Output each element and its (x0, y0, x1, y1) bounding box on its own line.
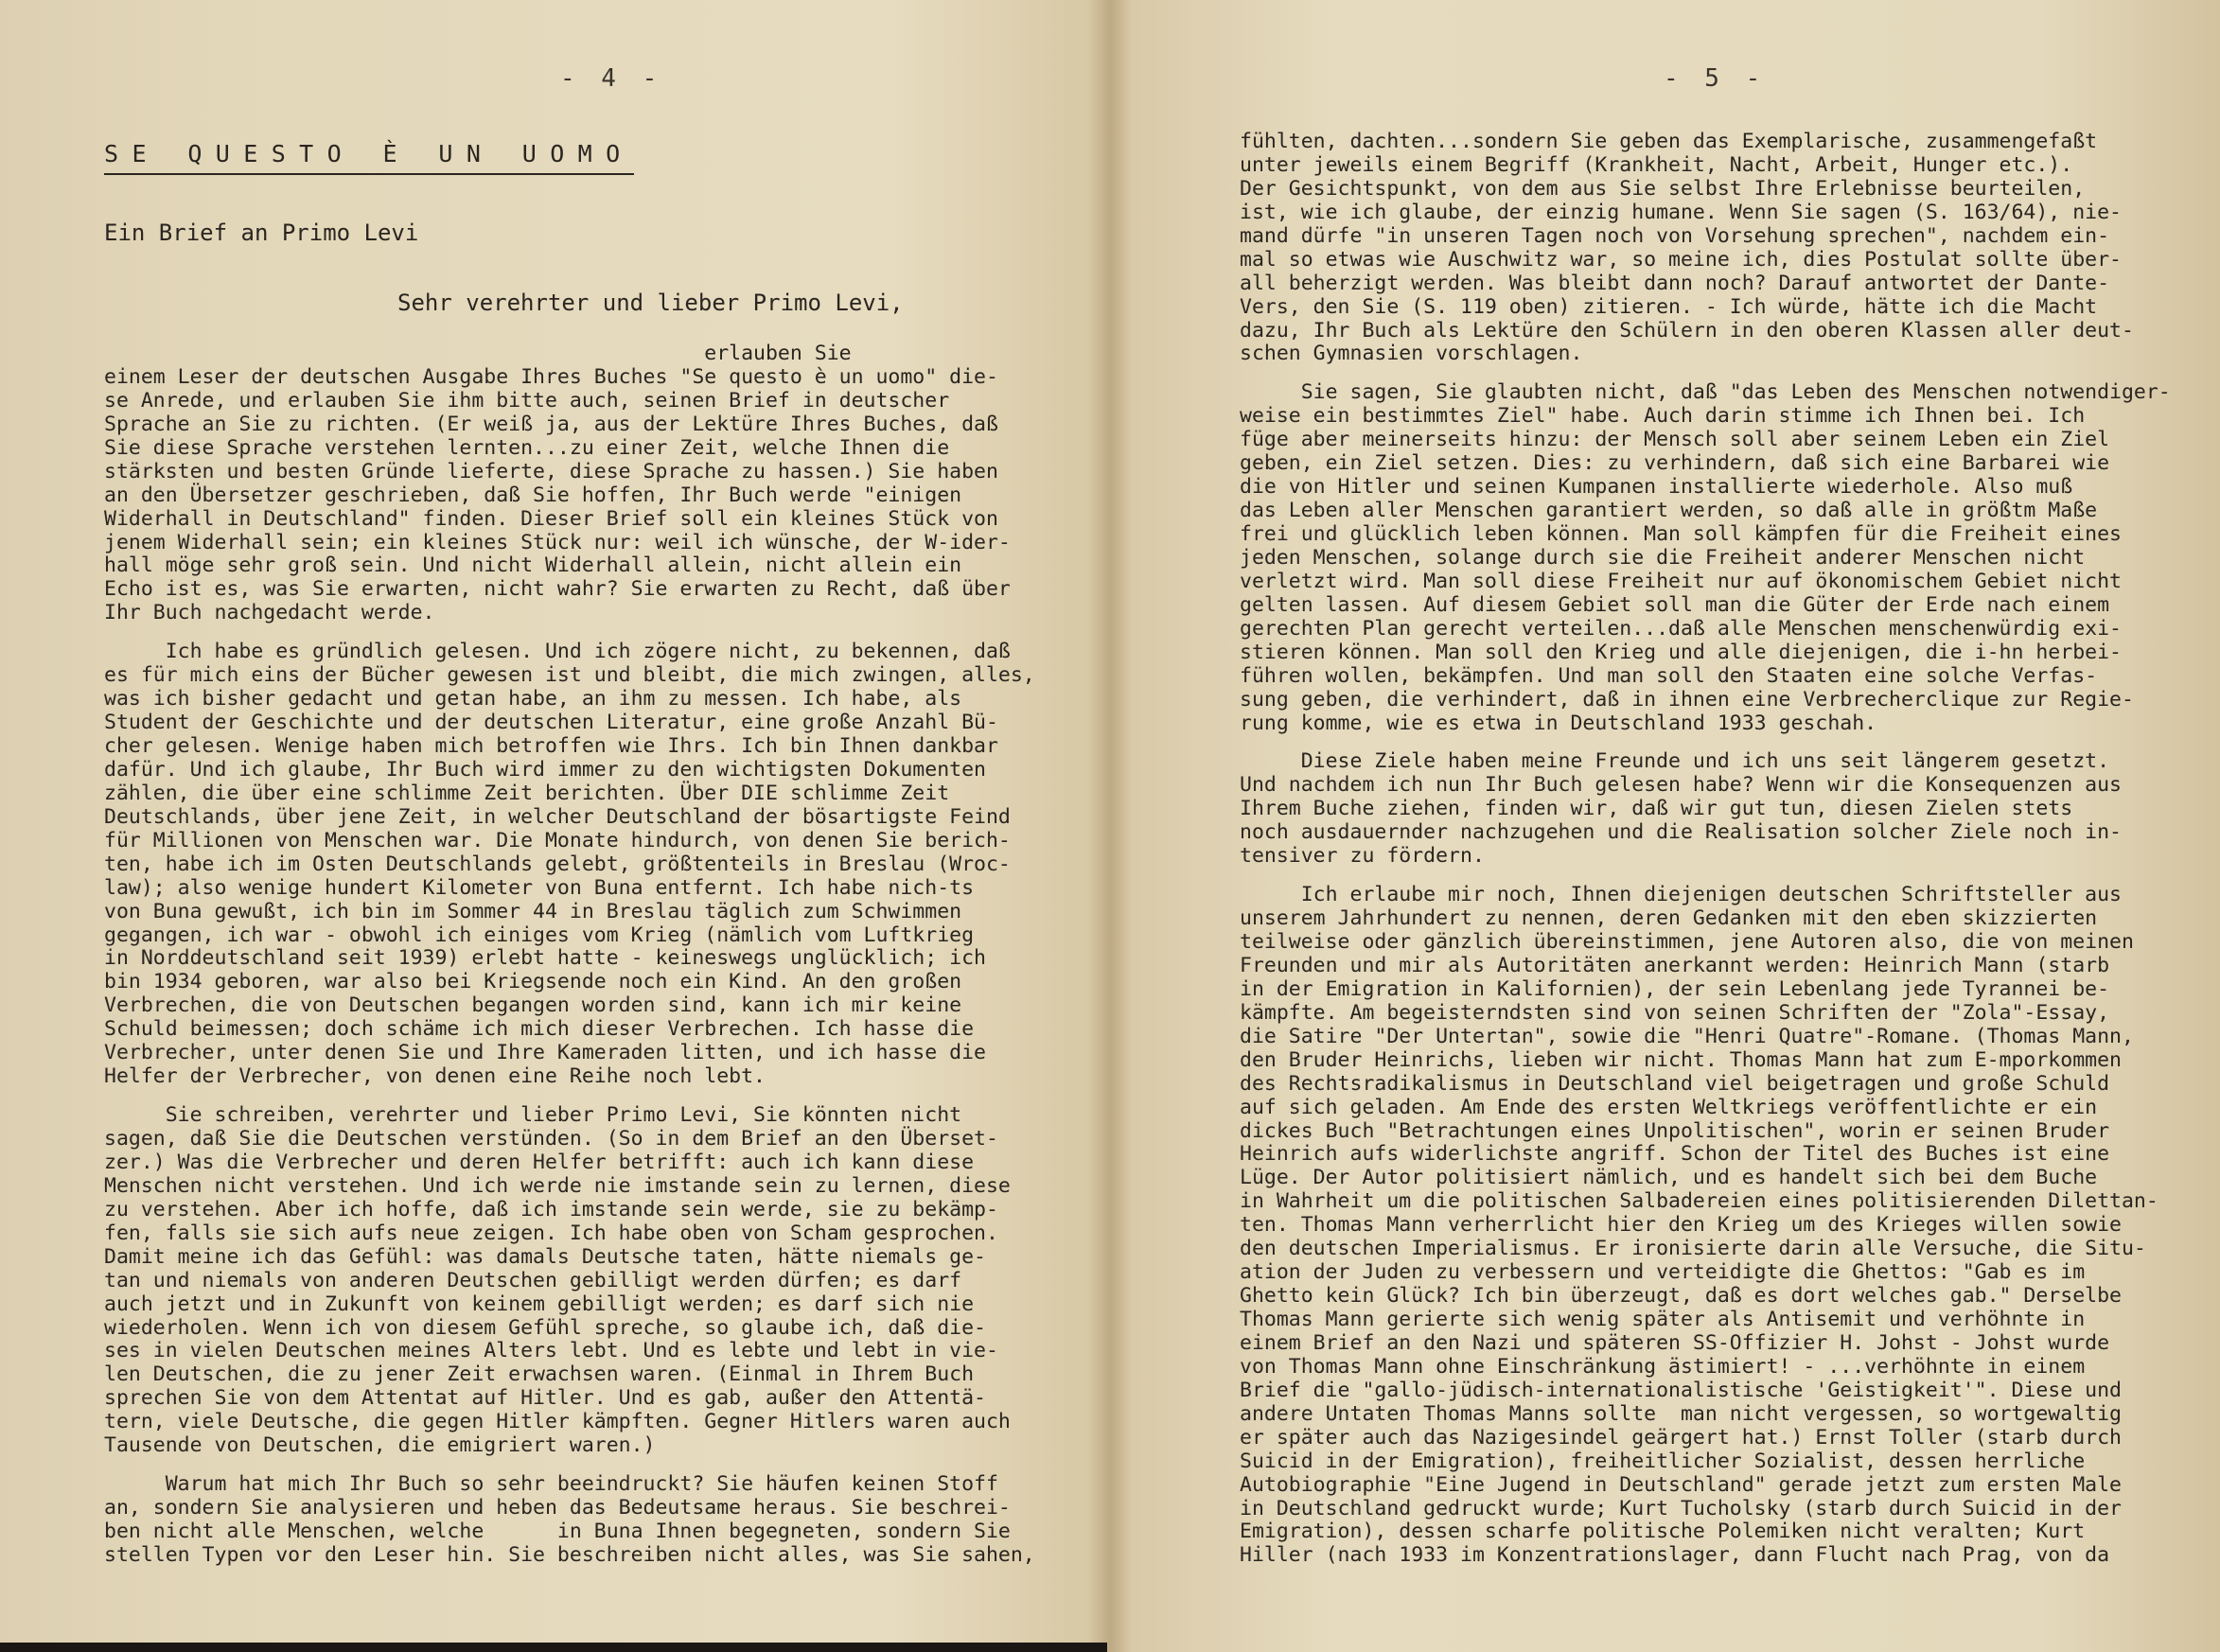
text-line: Deutschlands, über jene Zeit, in welcher Deutschland der bösartigste Feind (104, 804, 1011, 829)
text-line: geben, ein Ziel setzen. Dies: zu verhindern, daß sich eine Barbarei wie (1240, 451, 2110, 476)
text-line: in Wahrheit um die politischen Salbadereien eines politisierenden Dilettan- (1240, 1189, 2158, 1214)
text-line: das Leben aller Menschen garantiert werden, so daß alle in größtm Maße (1240, 499, 2098, 523)
text-line: zählen, die über eine schlimme Zeit berichten. Über DIE schlimme Zeit (104, 781, 950, 805)
text-line: tan und niemals von anderen Deutschen gebilligt werden dürfen; es darf (104, 1268, 962, 1292)
text-line: ten, habe ich im Osten Deutschlands gelebt, größtenteils in Breslau (Wroc- (104, 852, 1011, 876)
text-line: den deutschen Imperialismus. Er ironisierte darin alle Versuche, die Situ- (1240, 1237, 2146, 1261)
text-line: Ihrem Buche ziehen, finden wir, daß wir gut tun, diesen Zielen stets (1240, 797, 2073, 821)
text-line: auch jetzt und in Zukunft von keinem gebilligt werden; es darf sich nie (104, 1292, 975, 1316)
text-line: Thomas Mann gerierte sich wenig später als Antisemit und verhöhnte in (1240, 1308, 2086, 1331)
text-line: stieren können. Man soll den Krieg und alle diejenigen, die i-hn herbei- (1240, 640, 2122, 664)
text-line: in Deutschland gedruckt wurde; Kurt Tucholsky (starb durch Suicid in der (1240, 1496, 2122, 1520)
letter-subtitle: Ein Brief an Primo Levi (104, 220, 419, 246)
text-line: Sie sagen, Sie glaubten nicht, daß "das Leben des Menschen notwendiger- (1240, 380, 2171, 405)
text-line: sagen, daß Sie die Deutschen verstünden. (So in dem Brief an den Überset- (104, 1127, 998, 1151)
paragraph-gap (104, 1089, 1035, 1104)
text-line: Hiller (nach 1933 im Konzentrationslager, dann Flucht nach Prag, von da (1240, 1543, 2110, 1568)
scan-edge-strip (0, 1643, 1107, 1652)
text-line: Ghetto kein Glück? Ich bin überzeugt, daß es dort welches gab." Derselbe (1240, 1284, 2122, 1309)
text-line: einem Brief an den Nazi und späteren SS-Offizier H. Johst - Johst wurde (1240, 1330, 2110, 1355)
text-line: jeden Menschen, solange durch sie die Freiheit anderer Menschen nicht (1240, 545, 2086, 570)
text-line: ben nicht alle Menschen, welche in Buna Ihnen begegneten, sondern Sie (104, 1520, 1011, 1543)
paragraph-gap (104, 1458, 1035, 1473)
text-line: des Rechtsradikalismus in Deutschland viel beigetragen und große Schuld (1240, 1071, 2110, 1096)
text-line: in Norddeutschland seit 1939) erlebt hatte - keineswegs unglücklich; ich (104, 946, 986, 971)
paragraph (1240, 381, 2171, 735)
text-line: sung geben, die verhindert, daß in ihnen eine Verbrecherclique zur Regie- (1240, 687, 2134, 712)
paragraph-gap (1240, 366, 2171, 381)
text-line: len Deutschen, die zu jener Zeit erwachsen waren. (Einmal in Ihrem Buch (104, 1362, 975, 1387)
text-line: Widerhall in Deutschland" finden. Dieser Brief soll ein kleines Stück von (104, 506, 998, 531)
text-line: teilweise oder gänzlich übereinstimmen, jene Autoren also, die von meinen (1240, 930, 2134, 954)
text-line: Und nachdem ich nun Ihr Buch gelesen habe? Wenn wir die Konsequenzen aus (1240, 773, 2122, 798)
text-line: verletzt wird. Man soll diese Freiheit nur auf ökonomischem Gebiet nicht (1240, 569, 2122, 593)
text-line: Ich erlaube mir noch, Ihnen diejenigen deutschen Schriftsteller aus (1240, 883, 2122, 907)
text-line: bin 1934 geboren, war also bei Kriegsende noch ein Kind. An den großen (104, 970, 962, 994)
text-line: Warum hat mich Ihr Buch so sehr beeindruckt? Sie häufen keinen Stoff (104, 1472, 998, 1497)
text-line: auf sich geladen. Am Ende des ersten Weltkriegs veröffentlichte er ein (1240, 1095, 2098, 1119)
text-line: einem Leser der deutschen Ausgabe Ihres Buches "Se questo è un uomo" die- (104, 364, 998, 389)
text-line: Der Gesichtspunkt, von dem aus Sie selbst Ihre Erlebnisse beurteilen, (1240, 176, 2086, 201)
text-line: füge aber meinerseits hinzu: der Mensch soll aber seinem Leben ein Ziel (1240, 428, 2110, 452)
text-line: wiederholen. Wenn ich von diesem Gefühl spreche, so glaube ich, daß die- (104, 1315, 986, 1340)
text-line: ses in vielen Deutschen meines Alters lebt. Und es lebte und lebt in vie- (104, 1339, 998, 1363)
text-line: stellen Typen vor den Leser hin. Sie beschreiben nicht alles, was Sie sahen, (104, 1542, 1035, 1567)
paragraph-gap (104, 625, 1035, 641)
text-line: schen Gymnasien vorschlagen. (1240, 342, 1583, 366)
text-line: Verbrechen, die von Deutschen begangen worden sind, kann ich mir keine (104, 993, 962, 1018)
text-line: Schuld beimessen; doch schäme ich mich dieser Verbrechen. Ich hasse die (104, 1017, 975, 1042)
text-line: Student der Geschichte und der deutschen Literatur, eine große Anzahl Bü- (104, 711, 998, 735)
text-line: fühlten, dachten...sondern Sie geben das Exemplarische, zusammengefaßt (1240, 130, 2098, 153)
text-line: von Thomas Mann ohne Einschränkung ästimiert! - ...verhöhnte in einem (1240, 1354, 2086, 1379)
letter-title: SE QUESTO È UN UOMO (104, 140, 634, 175)
text-line: gelten lassen. Auf diesem Gebiet soll man die Güter der Erde nach einem (1240, 592, 2110, 617)
text-line: rung komme, wie es etwa in Deutschland 1933 geschah. (1240, 711, 1877, 735)
text-line: kämpfte. Am begeisterndsten sind von seinen Schriften der "Zola"-Essay, (1240, 1000, 2110, 1025)
text-line: Ich habe es gründlich gelesen. Und ich zögere nicht, zu bekennen, daß (104, 640, 1011, 664)
text-line: Sprache an Sie zu richten. (Er weiß ja, aus der Lektüre Ihres Buches, daß (104, 412, 998, 436)
text-line: es für mich eins der Bücher gewesen ist und bleibt, die mich zwingen, alles, (104, 663, 1035, 688)
text-line: cher gelesen. Wenige haben mich betroffen wie Ihrs. Ich bin Ihnen dankbar (104, 734, 998, 758)
text-line: unserem Jahrhundert zu nennen, deren Gedanken mit den eben skizzierten (1240, 906, 2098, 931)
text-line: führen wollen, bekämpfen. Und man soll den Staaten eine solche Verfas- (1240, 663, 2098, 688)
text-line: unter jeweils einem Begriff (Krankheit, Nacht, Arbeit, Hunger etc.). (1240, 152, 2073, 177)
text-line: in der Emigration in Kalifornien), der sein Lebenlang jede Tyrannei be- (1240, 976, 2110, 1001)
text-line: die Satire "Der Untertan", sowie die "Henri Quatre"-Romane. (Thomas Mann, (1240, 1024, 2134, 1048)
text-line: Heinrich aufs widerlichste angriff. Schon der Titel des Buches ist eine (1240, 1142, 2110, 1167)
text-line: gerechten Plan gerecht verteilen...daß alle Menschen menschenwürdig exi- (1240, 616, 2122, 641)
text-line: dickes Buch "Betrachtungen eines Unpolitischen", worin er seinen Bruder (1240, 1118, 2110, 1143)
text-line: stärksten und besten Gründe lieferte, diese Sprache zu hassen.) Sie haben (104, 459, 998, 483)
text-line: zu verstehen. Aber ich hoffe, daß ich imstande sein werde, sie zu bekämp- (104, 1197, 998, 1221)
text-line: Freunden und mir als Autoritäten anerkannt werden: Heinrich Mann (starb (1240, 953, 2110, 977)
text-line: se Anrede, und erlauben Sie ihm bitte auch, seinen Brief in deutscher (104, 388, 950, 413)
paragraph (1240, 131, 2171, 366)
left-page-body (104, 343, 1035, 1568)
text-line: Emigration), dessen scharfe politische Polemiken nicht veralten; Kurt (1240, 1520, 2086, 1544)
text-line: zer.) Was die Verbrecher und deren Helfer betrifft: auch ich kann diese (104, 1150, 975, 1174)
paragraph (104, 343, 1035, 625)
text-line: Suicid in der Emigration), freiheitlicher Sozialist, dessen herrliche (1240, 1449, 2086, 1473)
text-line: Diese Ziele haben meine Freunde und ich uns seit längerem gesetzt. (1240, 749, 2110, 774)
text-line: law); also wenige hundert Kilometer von Buna entfernt. Ich habe nich-ts (104, 875, 975, 900)
paragraph-gap (1240, 735, 2171, 750)
text-line: fen, falls sie sich aufs neue zeigen. Ich habe oben von Scham gesprochen. (104, 1221, 998, 1245)
text-line: von Buna gewußt, ich bin im Sommer 44 in Breslau täglich zum Schwimmen (104, 899, 962, 923)
text-line: mal so etwas wie Auschwitz war, so meine ich, dies Postulat sollte über- (1240, 247, 2122, 272)
text-line: tensiver zu fördern. (1240, 844, 1485, 869)
text-line: tern, viele Deutsche, die gegen Hitler kämpften. Gegner Hitlers waren auch (104, 1410, 1011, 1434)
paragraph (104, 641, 1035, 1089)
text-line: dafür. Und ich glaube, Ihr Buch wird immer zu den wichtigsten Dokumenten (104, 757, 986, 782)
text-line: Tausende von Deutschen, die emigriert waren.) (104, 1433, 656, 1458)
text-line: den Bruder Heinrichs, lieben wir nicht. Thomas Mann hat zum E-mporkommen (1240, 1047, 2122, 1072)
right-page-body (1240, 131, 2171, 1568)
text-line: Helfer der Verbrecher, von denen eine Reihe noch lebt. (104, 1064, 766, 1089)
text-line: Sie diese Sprache verstehen lernten...zu einer Zeit, welche Ihnen die (104, 435, 950, 460)
text-line: jenem Widerhall sein; ein kleines Stück nur: weil ich wünsche, der W-ider- (104, 530, 1011, 554)
paragraph (104, 1104, 1035, 1458)
text-line: ten. Thomas Mann verherrlicht hier den Krieg um des Krieges willen sowie (1240, 1213, 2122, 1238)
text-line: was ich bisher gedacht und getan habe, an ihm zu messen. Ich habe, als (104, 687, 962, 712)
text-line: Autobiographie "Eine Jugend in Deutschland" gerade jetzt zum ersten Male (1240, 1472, 2122, 1497)
text-line: ation der Juden zu verbessern und verteidigte die Ghettos: "Gab es im (1240, 1260, 2086, 1285)
page-number-right: - 5 - (1664, 64, 1767, 93)
letter-salutation: Sehr verehrter und lieber Primo Levi, (397, 290, 904, 316)
text-line: er später auch das Nazigesindel geärgert hat.) Ernst Toller (starb durch (1240, 1425, 2122, 1450)
paragraph (1240, 750, 2171, 869)
text-line: für Millionen von Menschen war. Die Monate hindurch, von denen Sie berich- (104, 828, 1011, 852)
text-line: ist, wie ich glaube, der einzig humane. Wenn Sie sagen (S. 163/64), nie- (1240, 200, 2122, 224)
text-line: an, sondern Sie analysieren und heben das Bedeutsame heraus. Sie beschrei- (104, 1496, 1011, 1520)
text-line: all beherzigt werden. Was bleibt dann noch? Darauf antwortet der Dante- (1240, 271, 2110, 295)
text-line: hall möge sehr groß sein. Und nicht Widerhall allein, nicht allein ein (104, 554, 962, 578)
text-line: dazu, Ihr Buch als Lektüre den Schülern in den oberen Klassen aller deut- (1240, 318, 2134, 343)
text-line: an den Übersetzer geschrieben, daß Sie hoffen, Ihr Buch werde "einigen (104, 483, 962, 507)
text-line: Sie schreiben, verehrter und lieber Primo Levi, Sie könnten nicht (104, 1103, 962, 1128)
text-line: Lüge. Der Autor politisiert nämlich, und es handelt sich bei dem Buche (1240, 1166, 2098, 1190)
text-line: gegangen, ich war - obwohl ich einiges vom Krieg (nämlich vom Luftkrieg (104, 923, 975, 947)
text-line: Brief die "gallo-jüdisch-internationalistische 'Geistigkeit'". Diese und (1240, 1378, 2122, 1402)
text-line: weise ein bestimmtes Ziel" habe. Auch darin stimme ich Ihnen bei. Ich (1240, 404, 2086, 429)
page-number-left: - 4 - (560, 64, 663, 93)
text-line: erlauben Sie (104, 342, 852, 365)
text-line: Vers, den Sie (S. 119 oben) zitieren. - Ich würde, hätte ich die Macht (1240, 294, 2098, 319)
text-line: die von Hitler und seinen Kumpanen installierte wiederhole. Also muß (1240, 475, 2073, 500)
text-line: frei und glücklich leben können. Man soll kämpfen für die Freiheit eines (1240, 522, 2122, 546)
text-line: Echo ist es, was Sie erwarten, nicht wahr? Sie erwarten zu Recht, daß über (104, 577, 1011, 602)
text-line: Ihr Buch nachgedacht werde. (104, 601, 435, 625)
text-line: Menschen nicht verstehen. Und ich werde nie imstande sein zu lernen, diese (104, 1173, 1011, 1198)
text-line: noch ausdauernder nachzugehen und die Realisation solcher Ziele noch in- (1240, 820, 2122, 845)
text-line: andere Untaten Thomas Manns sollte man nicht vergessen, so wortgewaltig (1240, 1401, 2122, 1426)
paragraph-gap (1240, 869, 2171, 884)
text-line: sprechen Sie von dem Attentat auf Hitler. Und es gab, außer den Attentä- (104, 1386, 986, 1411)
paragraph (1240, 884, 2171, 1568)
paragraph (104, 1473, 1035, 1568)
text-line: mand dürfe "in unseren Tagen noch von Vorsehung sprechen", nachdem ein- (1240, 223, 2110, 248)
text-line: Damit meine ich das Gefühl: was damals Deutsche taten, hätte niemals ge- (104, 1244, 986, 1269)
text-line: Verbrecher, unter denen Sie und Ihre Kameraden litten, und ich hasse die (104, 1041, 986, 1065)
